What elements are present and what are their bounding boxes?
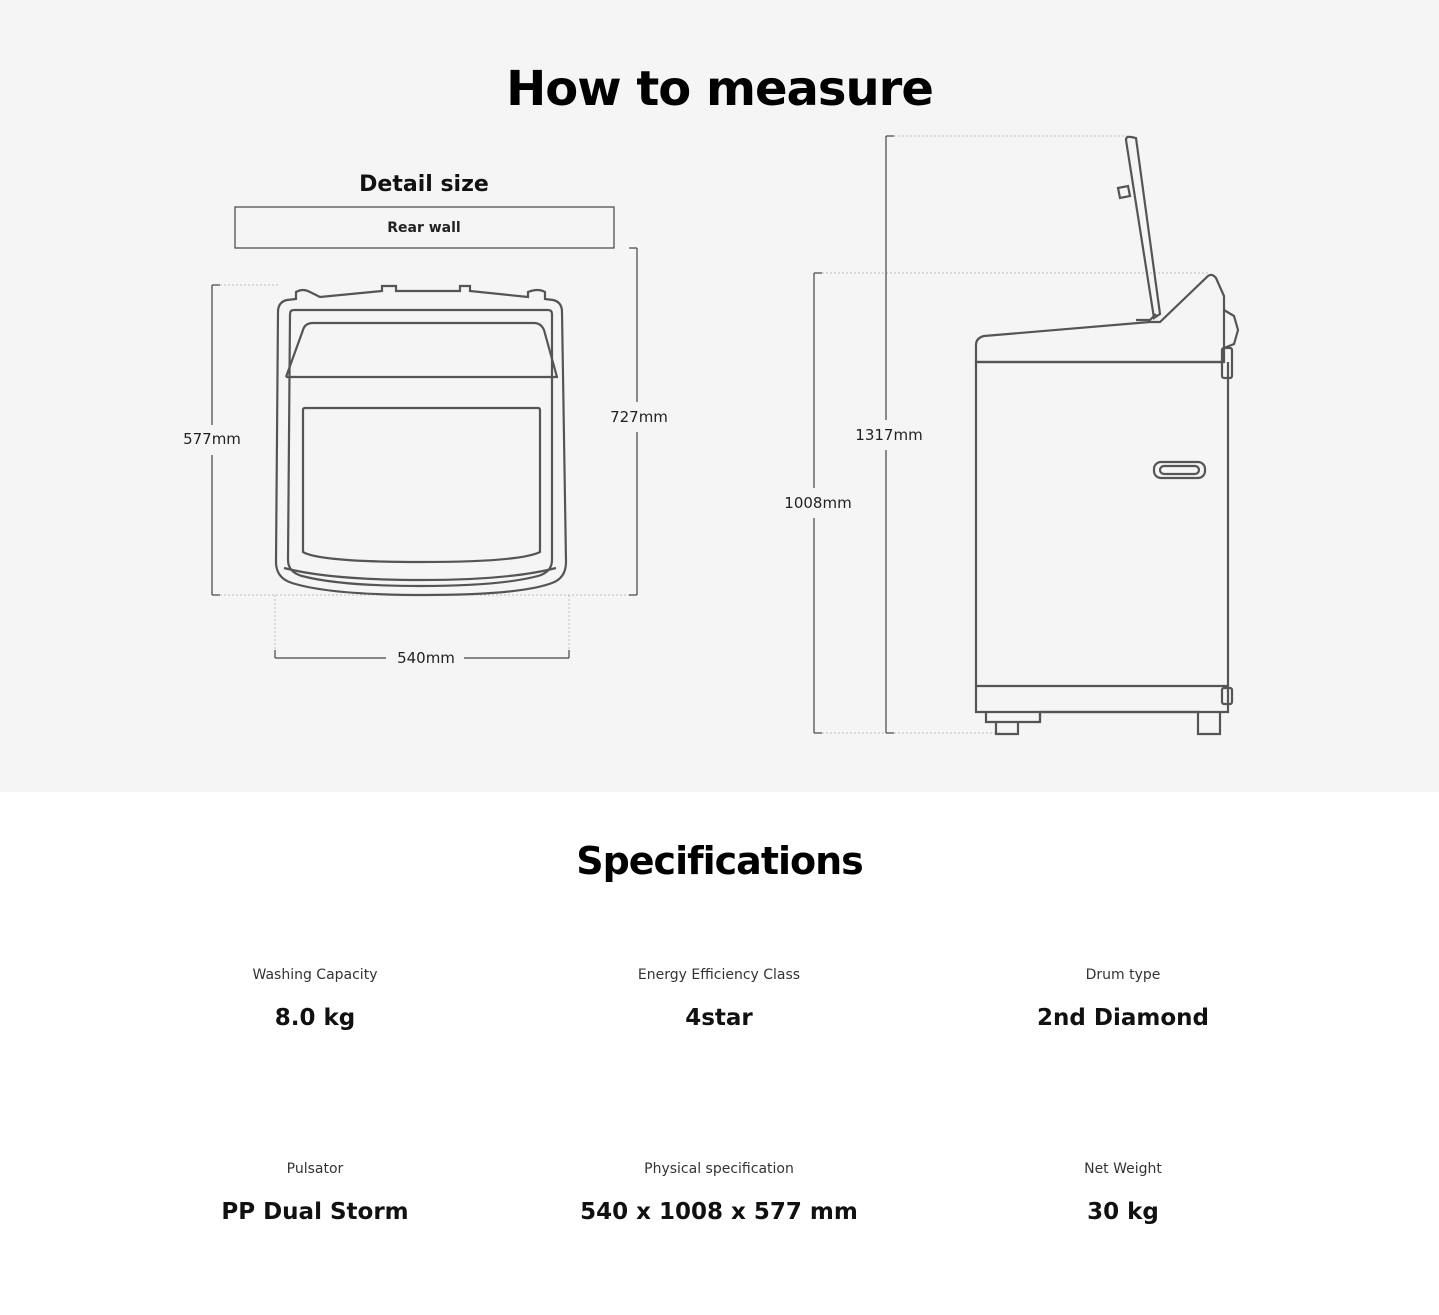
specifications-title: Specifications: [576, 839, 863, 883]
spec-pulsator: [113, 1159, 517, 1227]
spec-label: Washing Capacity: [252, 967, 378, 983]
rear-wall-label: Rear wall: [387, 220, 461, 236]
washer-side-view: [976, 137, 1238, 734]
spec-label: Energy Efficiency Class: [637, 967, 801, 983]
spec-washing-capacity: [113, 965, 517, 1033]
spec-value: 2nd Diamond: [1037, 1005, 1209, 1031]
height-label: 1008mm: [784, 494, 852, 512]
spec-net-weight: [921, 1159, 1325, 1227]
spec-value: 4star: [685, 1005, 753, 1031]
spec-label: Pulsator: [286, 1161, 344, 1177]
washer-top-view: [276, 286, 566, 595]
spec-value: 30 kg: [1087, 1199, 1159, 1225]
top-depth-label: 577mm: [183, 430, 241, 448]
spec-label: Drum type: [1085, 967, 1161, 983]
how-to-measure-title: How to measure: [506, 61, 933, 117]
spec-value: PP Dual Storm: [221, 1199, 409, 1225]
top-width-label: 540mm: [397, 649, 455, 667]
spec-value: 540 x 1008 x 577 mm: [580, 1199, 858, 1225]
spec-value: 8.0 kg: [274, 1005, 356, 1031]
spec-energy-efficiency: [517, 965, 921, 1033]
detail-size-title: Detail size: [359, 172, 489, 197]
spec-label: Net Weight: [1084, 1161, 1162, 1177]
height-lid-open-label: 1317mm: [855, 426, 923, 444]
top-depth-with-lid-label: 727mm: [610, 408, 668, 426]
spec-physical-specification: [517, 1159, 921, 1227]
spec-drum-type: [921, 965, 1325, 1033]
spec-label: Physical specification: [644, 1161, 794, 1177]
